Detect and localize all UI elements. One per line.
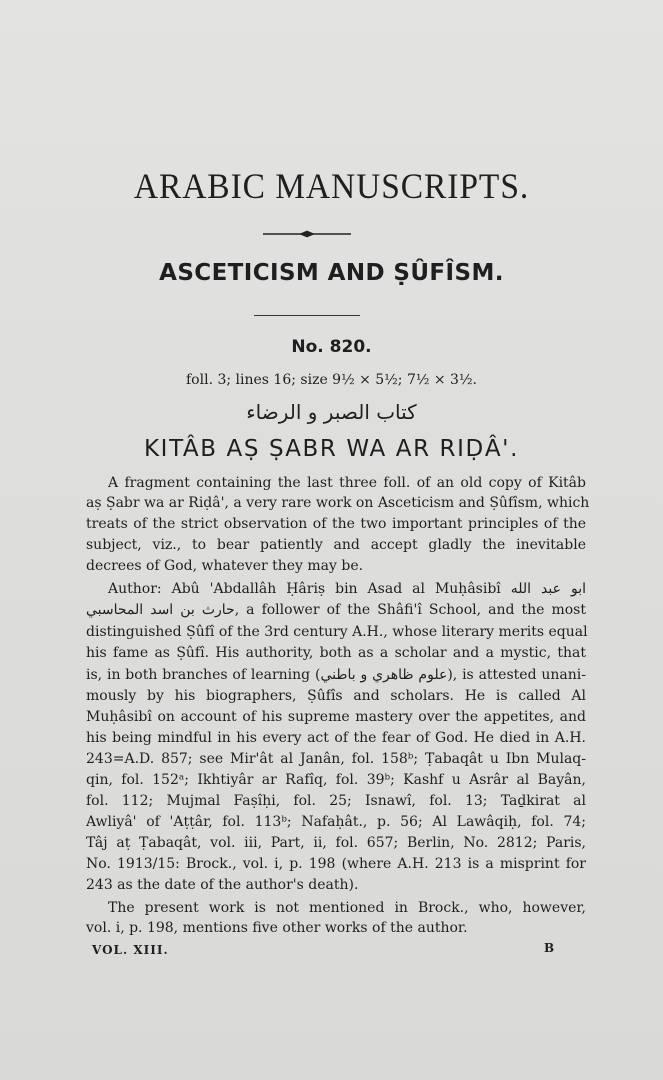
body-line: Tâj aṭ Ṭabaqât, vol. iii, Part, ii, fol. 657; Berlin, No. 2812; Paris, <box>86 835 586 851</box>
body-line: 243=A.D. 857; see Mir'ât al Janân, fol. 158ᵇ; Ṭabaqât u Ibn Mulaq- <box>86 751 586 767</box>
arabic-title: كتاب الصبر و الرضاء <box>246 400 417 424</box>
entry-physical-description: foll. 3; lines 16; size 9½ × 5½; 7½ × 3½. <box>186 372 477 388</box>
body-line: decrees of God, whatever they may be. <box>86 558 364 574</box>
section-divider <box>254 315 360 316</box>
work-title: KITÂB AṢ ṢABR WA AR RIḌÂ'. <box>144 436 519 462</box>
signature-mark: B <box>544 941 555 955</box>
page-main-title: ARABIC MANUSCRIPTS. <box>133 166 530 206</box>
body-line: The present work is not mentioned in Brock., who, however, <box>108 900 586 916</box>
body-line: A fragment containing the last three foll. of an old copy of Kitâb <box>108 475 586 491</box>
body-line: 243 as the date of the author's death). <box>86 877 359 893</box>
body-line: is, in both branches of learning (علوم ظاهري و باطني), is attested unani- <box>86 667 586 683</box>
body-line: treats of the strict observation of the two important principles of the <box>86 516 586 532</box>
section-title: ASCETICISM AND ṢÛFÎSM. <box>159 260 504 286</box>
body-line: fol. 112; Mujmal Faṣîḥi, fol. 25; Isnawî, fol. 13; Taḏkirat al <box>86 793 586 809</box>
body-line: Muḥâsibî on account of his supreme mastery over the appetites, and <box>86 709 586 725</box>
body-line: distinguished Ṣûfî of the 3rd century A.H., whose literary merits equal <box>86 624 588 640</box>
body-line: subject, viz., to bear patiently and accept gladly the inevitable <box>86 537 586 553</box>
body-line: aṣ Ṣabr wa ar Riḍâ', a very rare work on Asceticism and Ṣûfîsm, which <box>86 495 590 511</box>
body-line: No. 1913/15: Brock., vol. i, p. 198 (where A.H. 213 is a misprint for <box>86 856 586 872</box>
body-line: qin, fol. 152ᵃ; Ikhtiyâr ar Rafîq, fol. 39ᵇ; Kashf u Asrâr al Bayân, <box>86 772 586 788</box>
volume-label: VOL. XIII. <box>92 943 169 957</box>
body-line: his fame as Ṣûfî. His authority, both as a scholar and a mystic, that <box>86 645 586 661</box>
body-line: Author: Abû 'Abdallâh Ḥâriṣ bin Asad al Muḥâsibî ابو عبد الله <box>108 581 586 597</box>
body-line: حارث بن اسد المحاسبي, a follower of the Shâfi'î School, and the most <box>86 602 586 618</box>
ornamental-rule <box>263 229 351 239</box>
body-line: vol. i, p. 198, mentions five other works of the author. <box>86 920 468 936</box>
body-line: his being mindful in his every act of the fear of God. He died in A.H. <box>86 730 586 746</box>
body-line: Awliyâ' of 'Aṭṭâr, fol. 113ᵇ; Nafaḥât., p. 56; Al Lawâqiḥ, fol. 74; <box>86 814 586 830</box>
entry-number: No. 820. <box>291 337 372 357</box>
body-line: mously by his biographers, Ṣûfîs and scholars. He is called Al <box>86 688 586 704</box>
